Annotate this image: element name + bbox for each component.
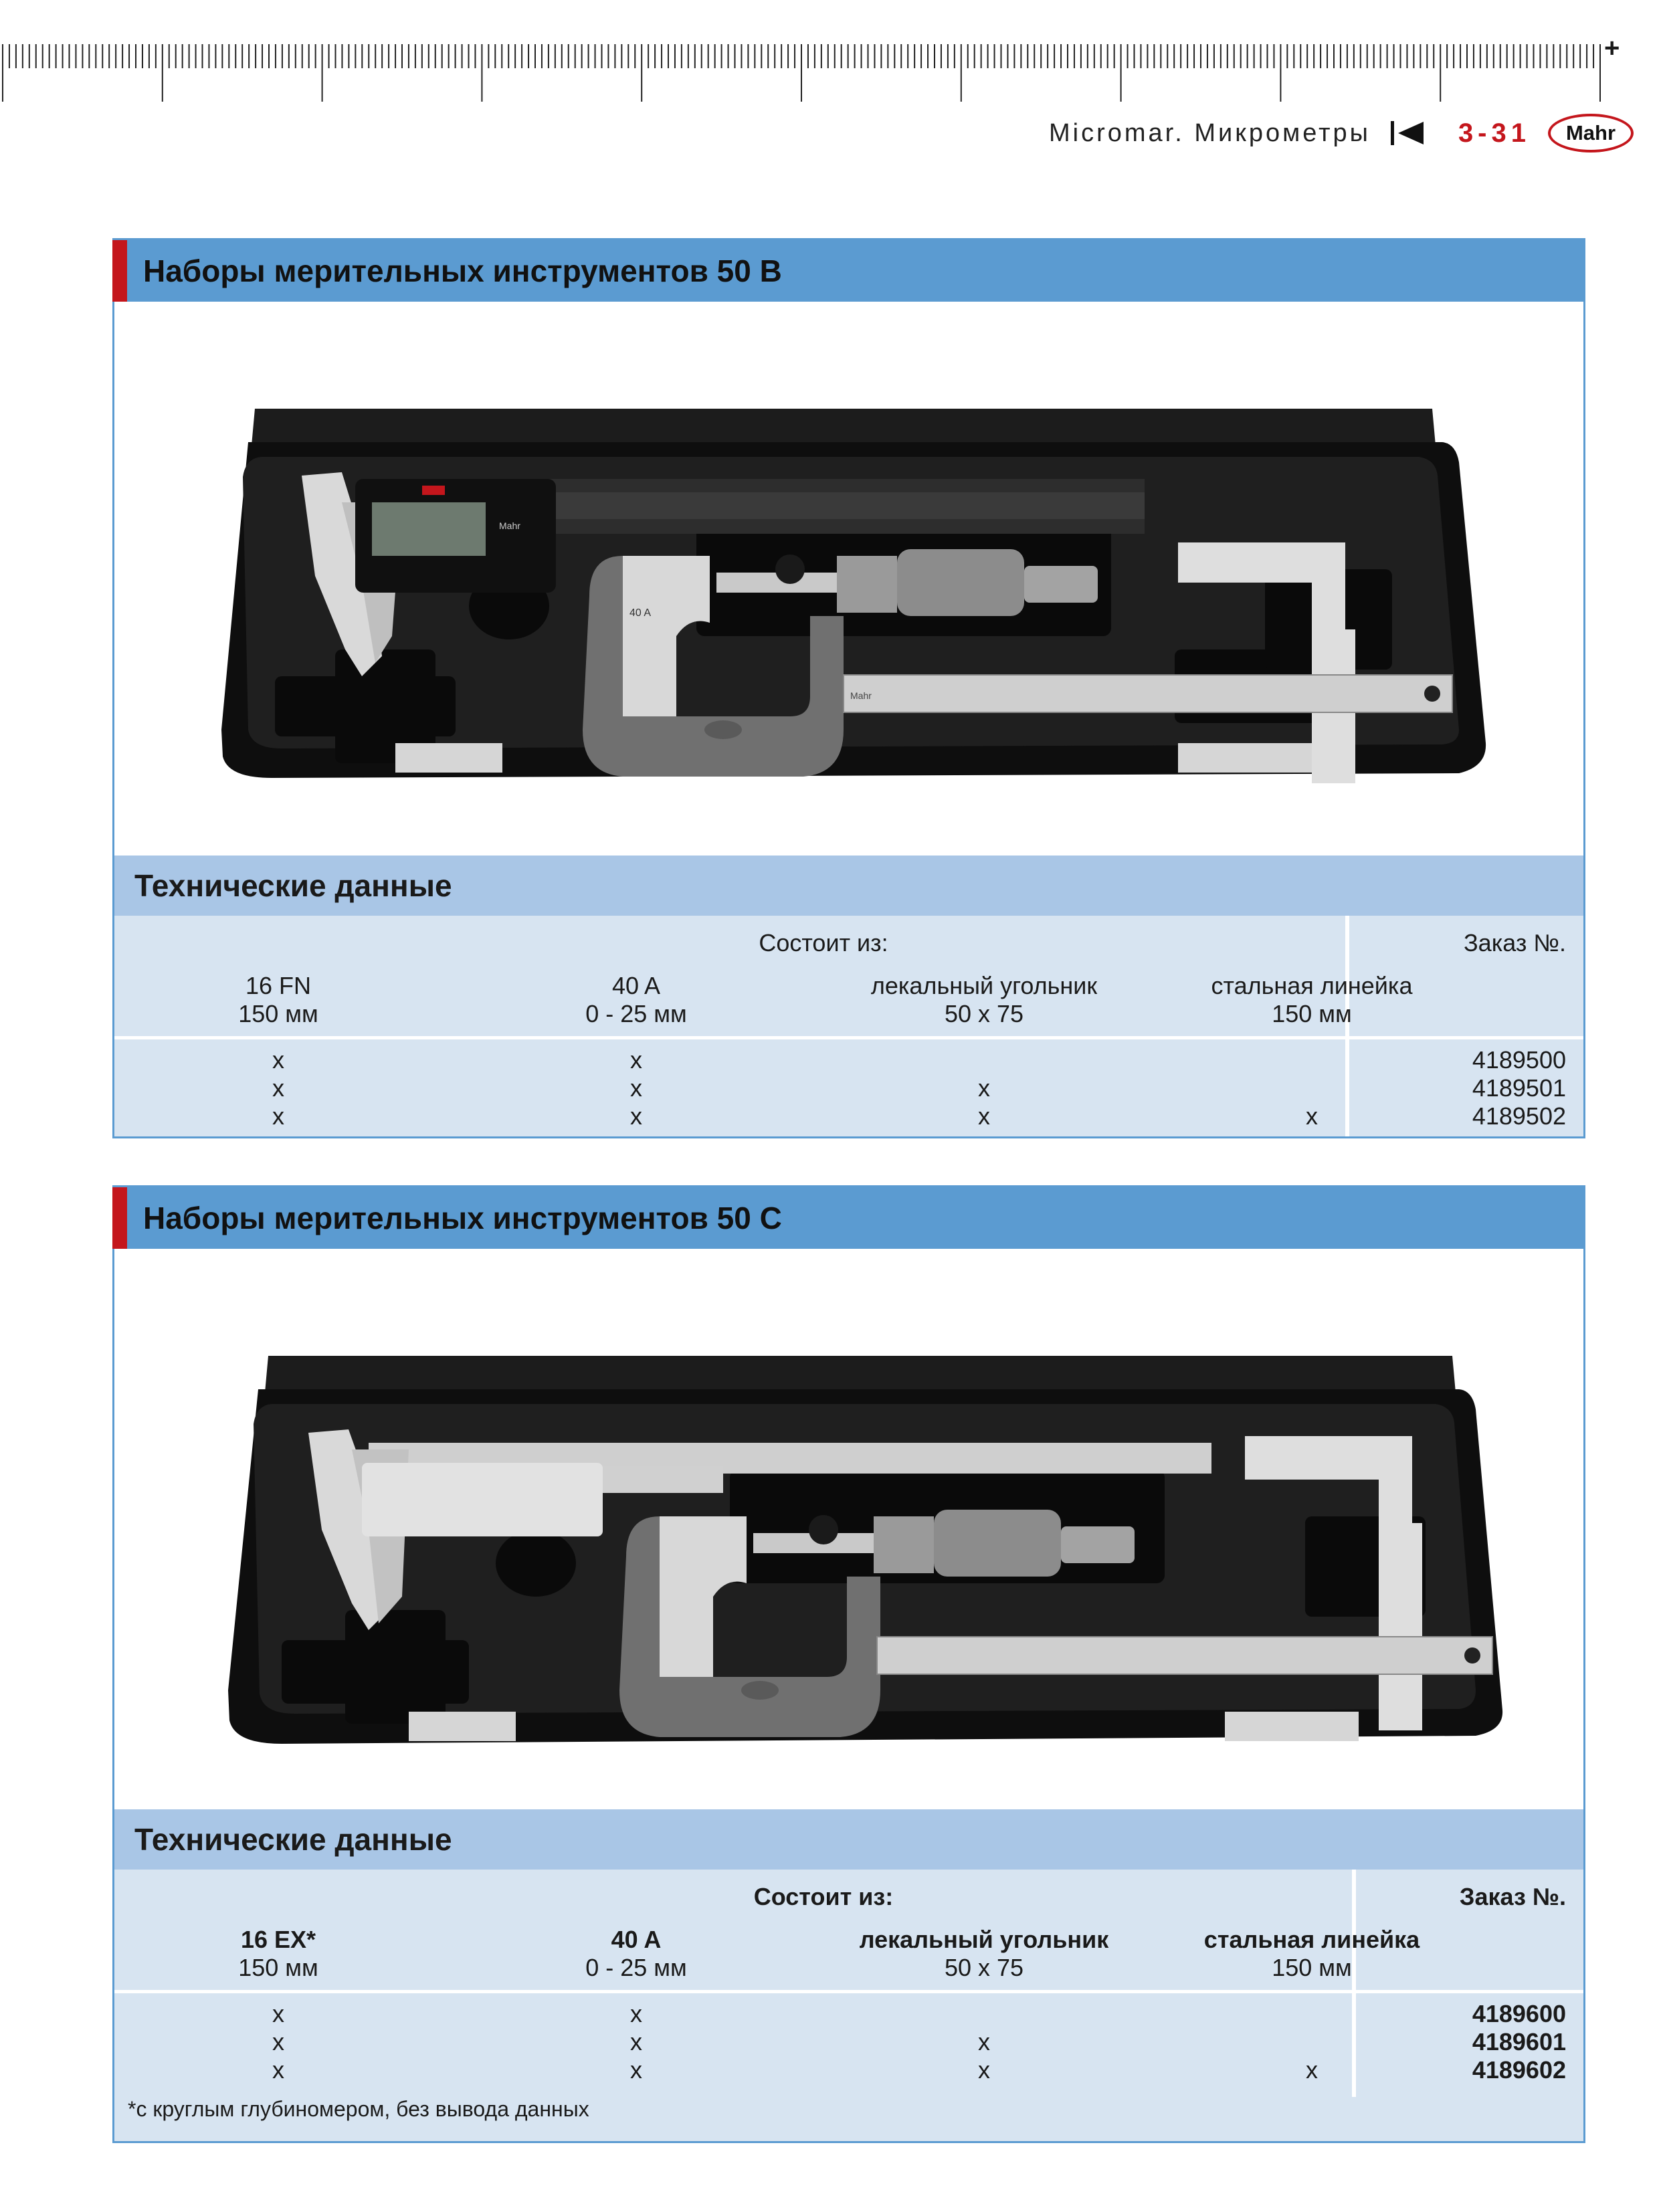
mahr-logo [1548, 114, 1634, 153]
tech-data-title: Технические данные [114, 856, 1583, 916]
footnote: *с круглым глубиномером, без вывода данных [128, 2097, 589, 2121]
page-number: 3-31 [1458, 118, 1531, 148]
logo-text: Mahr [1565, 121, 1616, 144]
micrometer-model-text: 40 A [629, 607, 652, 619]
row-mark: x [272, 1046, 284, 1074]
row-mark: x [272, 1102, 284, 1130]
row-mark: x [978, 1074, 990, 1102]
table-divider [114, 1990, 1583, 1993]
row-mark: x [630, 1046, 642, 1074]
col-spec: 150 мм [238, 1954, 318, 1981]
set-50b-photo [114, 302, 1583, 846]
row-mark: x [272, 1074, 284, 1102]
caliper-logo-text: Mahr [499, 520, 520, 531]
table-divider [114, 1036, 1583, 1039]
col-name: 16 EX* [240, 1926, 316, 1953]
set-50c-title: Наборы мерительных инструментов 50 C [112, 1187, 1583, 1249]
order-number-label: Заказ №. [1459, 1883, 1566, 1910]
set-50b-tech-data [114, 856, 1583, 1136]
print-registration-ruler [0, 35, 1605, 108]
consists-of-label: Состоит из: [759, 929, 888, 957]
section-title: Micromar. Микрометры [1048, 118, 1371, 147]
row-mark: x [978, 1102, 990, 1130]
col-name: стальная линейка [1211, 972, 1413, 999]
set-50b-title: Наборы мерительных инструментов 50 B [112, 240, 1583, 302]
set-50c-photo [114, 1249, 1583, 1797]
col-name: 16 FN [245, 972, 312, 999]
consists-of-label: Состоит из: [753, 1883, 894, 1910]
col-name: 40 A [611, 1926, 662, 1953]
col-name: лекальный угольник [859, 1926, 1109, 1953]
order-number: 4189601 [1472, 2028, 1566, 2055]
col-spec: 50 x 75 [944, 1000, 1024, 1027]
row-mark: x [630, 1102, 642, 1130]
row-mark: x [630, 1074, 642, 1102]
row-mark: x [1306, 1102, 1318, 1130]
row-mark: x [630, 2056, 642, 2084]
col-name: лекальный угольник [870, 972, 1098, 999]
col-name: 40 A [611, 972, 661, 999]
col-spec: 150 мм [1272, 1000, 1352, 1027]
ruler-label-text: Mahr [850, 690, 872, 701]
col-spec: 0 - 25 мм [585, 1954, 687, 1981]
row-mark: x [630, 2000, 642, 2027]
order-number: 4189500 [1472, 1046, 1566, 1074]
set-50b-section [112, 238, 1585, 1138]
order-number: 4189502 [1472, 1102, 1566, 1130]
col-spec: 150 мм [1272, 1954, 1352, 1981]
col-name: стальная линейка [1203, 1926, 1420, 1953]
order-number-label: Заказ №. [1463, 929, 1566, 957]
col-spec: 150 мм [238, 1000, 318, 1027]
order-number: 4189602 [1472, 2056, 1566, 2084]
row-mark: x [272, 2000, 284, 2027]
steel-rule-image [844, 675, 1452, 712]
row-mark: x [1306, 2056, 1318, 2084]
order-number: 4189600 [1472, 2000, 1566, 2027]
set-50c-section [112, 1185, 1585, 2143]
row-mark: x [272, 2028, 284, 2055]
back-arrow-icon [1398, 122, 1424, 144]
row-mark: x [272, 2056, 284, 2084]
row-mark: x [630, 2028, 642, 2055]
col-spec: 0 - 25 мм [585, 1000, 687, 1027]
set-50c-tech-data [114, 1809, 1583, 2141]
registration-mark: + [1604, 33, 1620, 63]
tech-data-title: Технические данные [114, 1809, 1583, 1870]
row-mark: x [978, 2028, 990, 2055]
order-number: 4189501 [1472, 1074, 1566, 1102]
col-spec: 50 x 75 [944, 1954, 1024, 1981]
page-header [1049, 112, 1634, 154]
steel-rule-image [877, 1637, 1492, 1674]
divider-bar [1391, 121, 1394, 145]
row-mark: x [978, 2056, 990, 2084]
